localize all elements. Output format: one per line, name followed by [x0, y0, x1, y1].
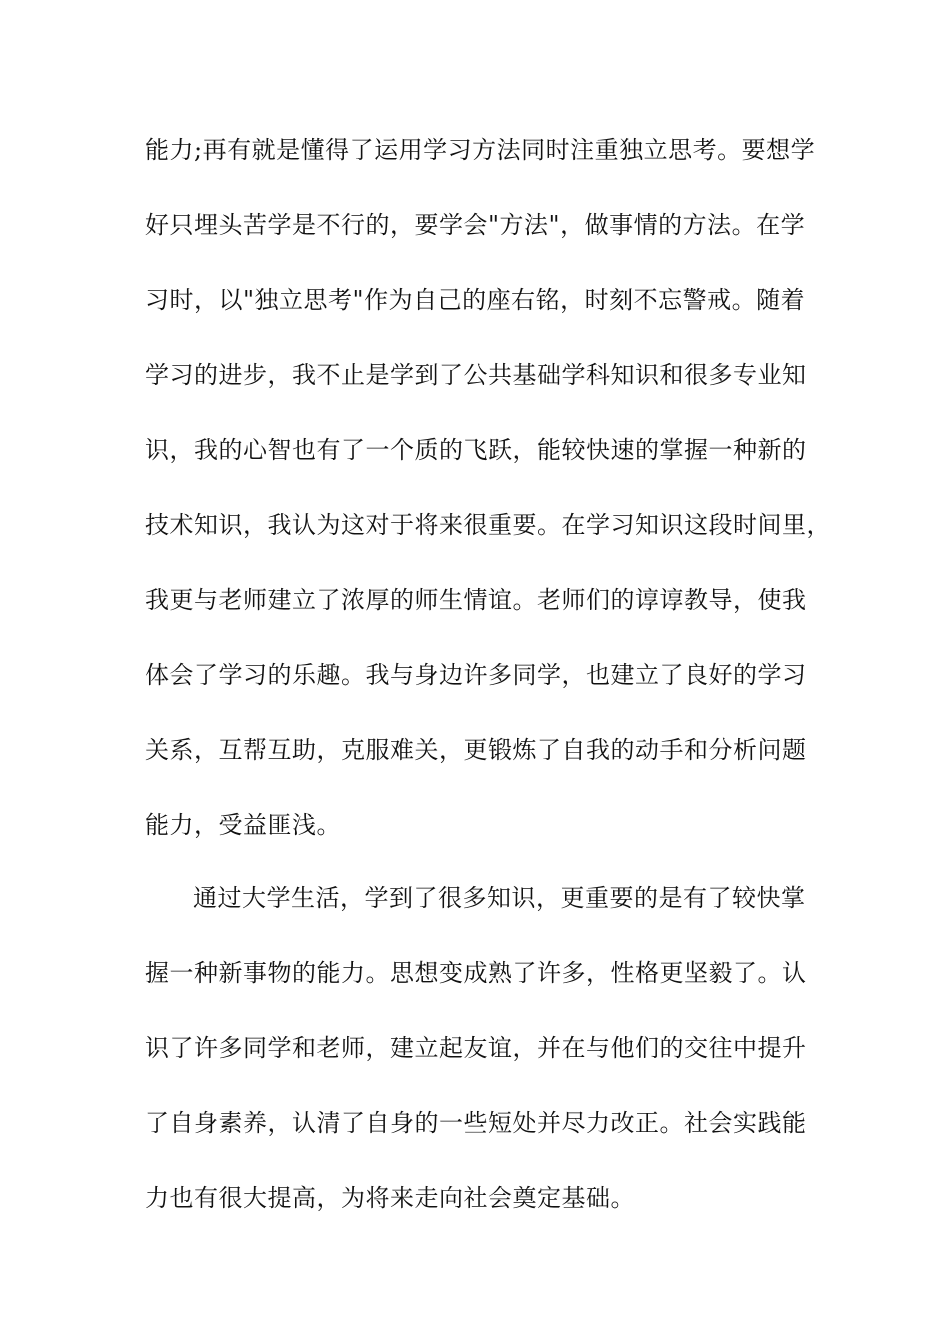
- text-line: 好只埋头苦学是不行的，要学会"方法"，做事情的方法。在学: [145, 211, 806, 239]
- text-line: 技术知识，我认为这对于将来很重要。在学习知识这段时间里，: [145, 511, 831, 539]
- text-line: 识，我的心智也有了一个质的飞跃，能较快速的掌握一种新的: [145, 436, 807, 464]
- text-line: 关系，互帮互助，克服难关，更锻炼了自我的动手和分析问题: [145, 736, 807, 764]
- text-line: 识了许多同学和老师，建立起友谊，并在与他们的交往中提升: [145, 1034, 807, 1062]
- text-line: 我更与老师建立了浓厚的师生情谊。老师们的谆谆教导，使我: [145, 586, 807, 614]
- text-line: 体会了学习的乐趣。我与身边许多同学，也建立了良好的学习: [145, 661, 807, 689]
- text-line: 习时，以"独立思考"作为自己的座右铭，时刻不忘警戒。随着: [145, 286, 806, 314]
- text-line: 学习的进步，我不止是学到了公共基础学科知识和很多专业知: [145, 361, 807, 389]
- text-line: 了自身素养，认清了自身的一些短处并尽力改正。社会实践能: [145, 1109, 807, 1137]
- text-line: 能力;再有就是懂得了运用学习方法同时注重独立思考。要想学: [145, 136, 816, 164]
- text-line: 能力，受益匪浅。: [145, 811, 341, 839]
- text-line: 力也有很大提高，为将来走向社会奠定基础。: [145, 1184, 635, 1212]
- text-line: 握一种新事物的能力。思想变成熟了许多，性格更坚毅了。认: [145, 959, 807, 987]
- paragraph-first-line: 通过大学生活，学到了很多知识，更重要的是有了较快掌: [193, 884, 806, 912]
